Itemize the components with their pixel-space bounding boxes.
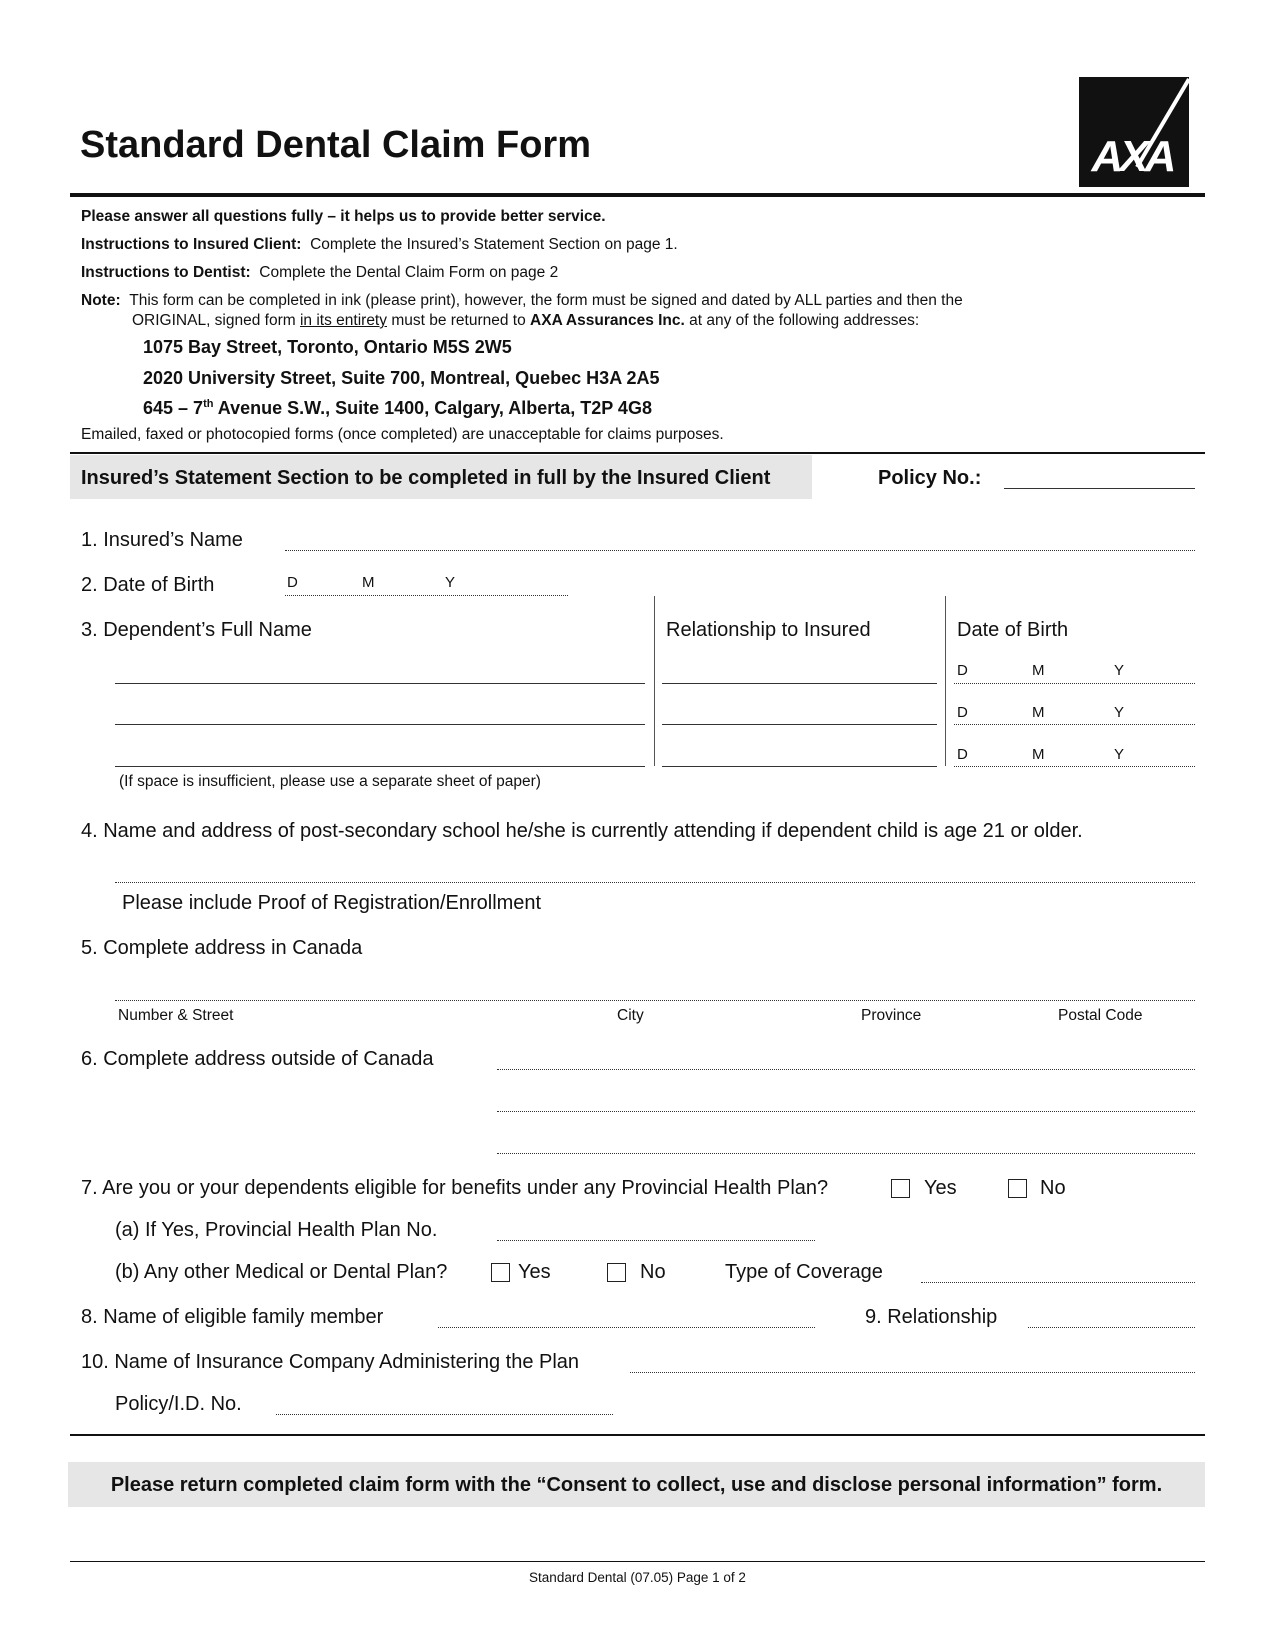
type-of-coverage-label: Type of Coverage (725, 1261, 883, 1283)
dependent-dob-year-3: Y (1114, 746, 1125, 763)
section-heading: Insured’s Statement Section to be completed in full by the Insured Client (81, 467, 771, 489)
dependent-dob-month-2: M (1032, 704, 1045, 721)
dependent-dob-field-1[interactable] (954, 683, 1195, 684)
dependent-dob-day-2: D (957, 704, 968, 721)
dependent-dob-day-3: D (957, 746, 968, 763)
dentist-instruction (81, 264, 558, 282)
insured-instruction-label: Instructions to Insured Client: (81, 236, 302, 253)
page-title: Standard Dental Claim Form (80, 124, 591, 166)
dentist-instruction-label: Instructions to Dentist: (81, 264, 251, 281)
dentist-instruction-text: Complete the Dental Claim Form on page 2 (259, 264, 559, 281)
insufficient-space-note: (If space is insufficient, please use a separate sheet of paper) (119, 773, 541, 790)
policy-label: Policy No.: (878, 467, 982, 489)
canada-address-field[interactable] (115, 1000, 1195, 1001)
address-montreal: 2020 University Street, Suite 700, Montreal, Quebec H3A 2A5 (143, 368, 660, 388)
provincial-yes-label: Yes (924, 1177, 957, 1199)
other-plan-yes-label: Yes (518, 1261, 551, 1283)
address-calgary-sup: th (203, 398, 214, 410)
unacceptable-note: Emailed, faxed or photocopied forms (once completed) are unacceptable for claims purposes. (81, 426, 724, 443)
insured-instruction-text: Complete the Insured’s Statement Section on page 1. (310, 236, 678, 253)
dependent-name-field-1[interactable] (115, 683, 645, 684)
insured-name-field[interactable] (285, 550, 1195, 551)
outside-canada-label: 6. Complete address outside of Canada (81, 1048, 434, 1070)
relationship-label: 9. Relationship (865, 1306, 998, 1328)
provincial-plan-number-label: (a) If Yes, Provincial Health Plan No. (115, 1219, 438, 1241)
relationship-header: Relationship to Insured (666, 619, 871, 641)
insured-instruction (81, 236, 678, 254)
insurance-company-field[interactable] (630, 1372, 1195, 1373)
dependent-dob-month-3: M (1032, 746, 1045, 763)
policy-id-field[interactable] (276, 1414, 613, 1415)
dependent-relationship-field-1[interactable] (662, 683, 937, 684)
dependent-name-field-3[interactable] (115, 766, 645, 767)
header-rule (70, 193, 1205, 197)
provincial-plan-number-field[interactable] (497, 1240, 815, 1241)
number-street-label: Number & Street (118, 1007, 234, 1024)
dependent-relationship-field-2[interactable] (662, 724, 937, 725)
dob-month-label: M (362, 574, 375, 591)
axa-logo-icon (1079, 77, 1189, 187)
dependent-dob-field-3[interactable] (954, 766, 1195, 767)
dependent-name-label: 3. Dependent’s Full Name (81, 619, 312, 641)
footer-text: Standard Dental (07.05) Page 1 of 2 (529, 1570, 746, 1585)
section-rule (70, 452, 1205, 454)
family-member-label: 8. Name of eligible family member (81, 1306, 384, 1328)
insured-name-label: 1. Insured’s Name (81, 529, 243, 551)
outside-canada-field-1[interactable] (497, 1069, 1195, 1070)
dependent-dob-year-1: Y (1114, 662, 1125, 679)
dob-year-label: Y (445, 574, 456, 591)
provincial-no-label: No (1040, 1177, 1066, 1199)
province-label: Province (861, 1007, 922, 1024)
dependent-name-field-2[interactable] (115, 724, 645, 725)
school-question: 4. Name and address of post-secondary school he/she is currently attending if dependent child is age 21 or older. (81, 820, 1083, 842)
note-line1 (81, 292, 963, 310)
school-field[interactable] (115, 882, 1195, 883)
dob-day-label: D (287, 574, 298, 591)
provincial-yes-checkbox[interactable] (891, 1179, 910, 1198)
dependent-relationship-field-3[interactable] (662, 766, 937, 767)
outside-canada-field-2[interactable] (497, 1111, 1195, 1112)
note-text-underlined: in its entirety (299, 312, 387, 329)
axa-logo (1079, 77, 1189, 187)
footer-rule (70, 1561, 1205, 1562)
canada-address-label: 5. Complete address in Canada (81, 937, 363, 959)
address-calgary-post: Avenue S.W., Suite 1400, Calgary, Alberta, T2P 4G8 (213, 398, 652, 418)
policy-number-field[interactable] (1004, 488, 1195, 489)
dependent-dob-year-2: Y (1114, 704, 1125, 721)
address-calgary (143, 398, 652, 419)
other-plan-question: (b) Any other Medical or Dental Plan? (115, 1261, 448, 1283)
dependent-dob-field-2[interactable] (954, 724, 1195, 725)
note-text-2b: must be returned to (391, 312, 526, 329)
date-of-birth-label: 2. Date of Birth (81, 574, 215, 596)
outside-canada-field-3[interactable] (497, 1153, 1195, 1154)
return-note: Please return completed claim form with the “Consent to collect, use and disclose personal information” form. (110, 1474, 1163, 1496)
provincial-plan-question: 7. Are you or your dependents eligible for benefits under any Provincial Health Plan? (81, 1177, 829, 1199)
note-company: AXA Assurances Inc. (530, 312, 685, 329)
insurance-company-label: 10. Name of Insurance Company Administering the Plan (81, 1351, 580, 1373)
address-toronto: 1075 Bay Street, Toronto, Ontario M5S 2W5 (143, 337, 512, 357)
proof-note: Please include Proof of Registration/Enrollment (122, 892, 542, 914)
other-plan-yes-checkbox[interactable] (491, 1263, 510, 1282)
dependents-divider-1 (654, 596, 655, 766)
lead-instruction: Please answer all questions fully – it helps us to provide better service. (81, 208, 606, 225)
note-line2 (132, 312, 919, 330)
dependents-divider-2 (945, 596, 946, 766)
note-label: Note: (81, 292, 121, 309)
provincial-no-checkbox[interactable] (1008, 1179, 1027, 1198)
svg-text:AXA: AXA (1091, 132, 1173, 181)
date-of-birth-field[interactable] (285, 595, 568, 596)
note-text-2c: at any of the following addresses: (689, 312, 920, 329)
family-member-field[interactable] (438, 1327, 815, 1328)
relationship-field[interactable] (1028, 1327, 1195, 1328)
dependent-dob-header: Date of Birth (957, 619, 1069, 641)
other-plan-no-label: No (640, 1261, 666, 1283)
other-plan-no-checkbox[interactable] (607, 1263, 626, 1282)
type-of-coverage-field[interactable] (921, 1282, 1195, 1283)
policy-id-label: Policy/I.D. No. (115, 1393, 242, 1415)
dependent-dob-month-1: M (1032, 662, 1045, 679)
dependent-dob-day-1: D (957, 662, 968, 679)
note-text-1: This form can be completed in ink (please print), however, the form must be signed and dated by ALL parties and then the (129, 292, 963, 309)
note-text-2a: ORIGINAL, signed form (132, 312, 296, 329)
postal-code-label: Postal Code (1058, 1007, 1143, 1024)
city-label: City (617, 1007, 644, 1024)
address-calgary-pre: 645 – 7 (143, 398, 204, 418)
bottom-rule (70, 1434, 1205, 1436)
